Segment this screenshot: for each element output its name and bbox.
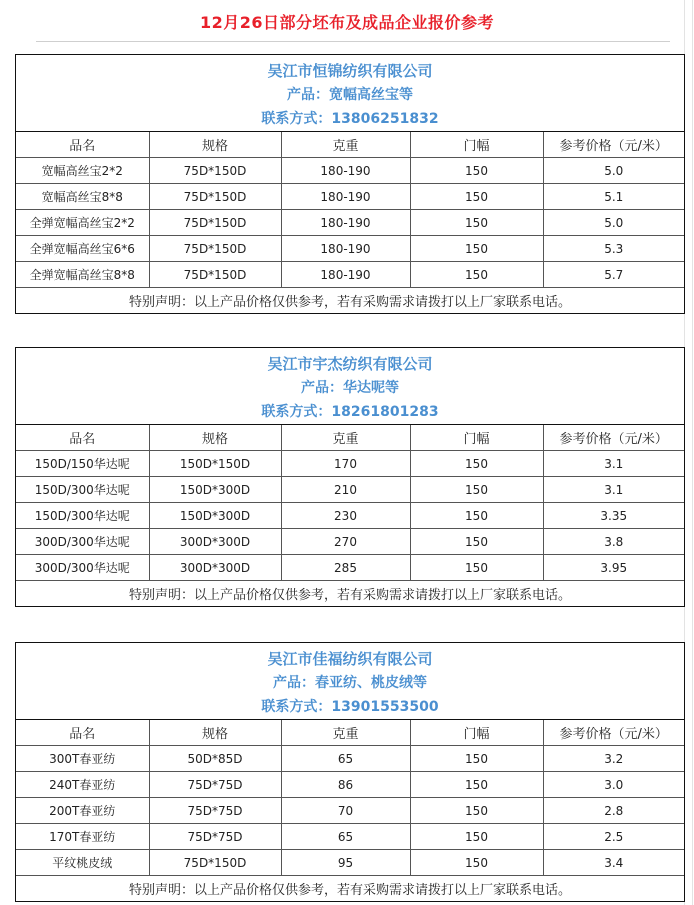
cell-name: 150D/300华达呢 (16, 503, 149, 529)
cell-spec: 50D*85D (149, 746, 281, 772)
cell-width: 150 (410, 772, 543, 798)
cell-name: 170T春亚纺 (16, 824, 149, 850)
cell-weight: 180-190 (281, 262, 410, 288)
company-name: 吴江市佳福纺织有限公司 (267, 650, 433, 668)
cell-weight: 70 (281, 798, 410, 824)
table-row (16, 555, 684, 581)
header-price: 参考价格（元/米） (543, 720, 684, 746)
table-header-row (16, 132, 684, 158)
header-weight: 克重 (281, 132, 410, 158)
cell-width: 150 (410, 503, 543, 529)
cell-price: 5.3 (543, 236, 684, 262)
cell-price: 3.0 (543, 772, 684, 798)
cell-width: 150 (410, 555, 543, 581)
cell-name: 全弹宽幅高丝宝8*8 (16, 262, 149, 288)
cell-spec: 75D*150D (149, 184, 281, 210)
cell-spec: 75D*150D (149, 158, 281, 184)
disclaimer-text: 特别声明：以上产品价格仅供参考，若有采购需求请拨打以上厂家联系电话。 (16, 288, 684, 314)
cell-spec: 75D*75D (149, 798, 281, 824)
cell-spec: 300D*300D (149, 555, 281, 581)
header-weight: 克重 (281, 720, 410, 746)
company-block-jiafu (15, 642, 685, 902)
cell-name: 240T春亚纺 (16, 772, 149, 798)
table-row (16, 477, 684, 503)
company-product: 产品：宽幅高丝宝等 (287, 87, 413, 103)
cell-price: 3.8 (543, 529, 684, 555)
cell-weight: 180-190 (281, 236, 410, 262)
cell-spec: 150D*150D (149, 451, 281, 477)
cell-spec: 75D*150D (149, 236, 281, 262)
cell-width: 150 (410, 158, 543, 184)
cell-spec: 150D*300D (149, 477, 281, 503)
company-header (16, 643, 684, 720)
cell-spec: 150D*300D (149, 503, 281, 529)
cell-name: 300D/300华达呢 (16, 555, 149, 581)
cell-spec: 75D*75D (149, 824, 281, 850)
company-product: 产品：华达呢等 (301, 380, 399, 396)
table-row (16, 210, 684, 236)
price-table (16, 132, 684, 313)
cell-price: 3.2 (543, 746, 684, 772)
price-table (16, 425, 684, 606)
cell-width: 150 (410, 184, 543, 210)
header-spec: 规格 (149, 425, 281, 451)
cell-weight: 86 (281, 772, 410, 798)
table-header-row (16, 720, 684, 746)
cell-name: 300T春亚纺 (16, 746, 149, 772)
cell-weight: 65 (281, 746, 410, 772)
cell-price: 2.8 (543, 798, 684, 824)
cell-price: 3.95 (543, 555, 684, 581)
header-weight: 克重 (281, 425, 410, 451)
cell-price: 5.0 (543, 158, 684, 184)
cell-weight: 65 (281, 824, 410, 850)
cell-price: 2.5 (543, 824, 684, 850)
table-row (16, 746, 684, 772)
cell-width: 150 (410, 236, 543, 262)
table-row (16, 850, 684, 876)
cell-weight: 285 (281, 555, 410, 581)
price-table (16, 720, 684, 901)
company-contact: 联系方式：18261801283 (261, 404, 439, 420)
cell-name: 150D/300华达呢 (16, 477, 149, 503)
table-row (16, 158, 684, 184)
cell-width: 150 (410, 262, 543, 288)
cell-name: 150D/150华达呢 (16, 451, 149, 477)
cell-name: 平纹桃皮绒 (16, 850, 149, 876)
title-divider (36, 41, 670, 42)
cell-price: 5.7 (543, 262, 684, 288)
header-width: 门幅 (410, 425, 543, 451)
company-block-hengjin (15, 54, 685, 314)
header-price: 参考价格（元/米） (543, 425, 684, 451)
cell-name: 宽幅高丝宝8*8 (16, 184, 149, 210)
company-name: 吴江市恒锦纺织有限公司 (267, 62, 433, 80)
cell-spec: 75D*150D (149, 262, 281, 288)
cell-spec: 300D*300D (149, 529, 281, 555)
header-price: 参考价格（元/米） (543, 132, 684, 158)
table-row (16, 451, 684, 477)
cell-weight: 210 (281, 477, 410, 503)
header-spec: 规格 (149, 720, 281, 746)
table-row (16, 236, 684, 262)
disclaimer-text: 特别声明：以上产品价格仅供参考，若有采购需求请拨打以上厂家联系电话。 (16, 876, 684, 902)
scrollbar-edge-outer (692, 0, 693, 905)
cell-width: 150 (410, 850, 543, 876)
table-row (16, 184, 684, 210)
header-width: 门幅 (410, 720, 543, 746)
cell-weight: 270 (281, 529, 410, 555)
table-row (16, 503, 684, 529)
cell-name: 宽幅高丝宝2*2 (16, 158, 149, 184)
company-contact: 联系方式：13806251832 (261, 111, 439, 127)
disclaimer-row (16, 288, 684, 314)
cell-width: 150 (410, 210, 543, 236)
cell-width: 150 (410, 451, 543, 477)
cell-weight: 170 (281, 451, 410, 477)
disclaimer-text: 特别声明：以上产品价格仅供参考，若有采购需求请拨打以上厂家联系电话。 (16, 581, 684, 607)
cell-weight: 180-190 (281, 184, 410, 210)
header-width: 门幅 (410, 132, 543, 158)
page-title: 12月26日部分坯布及成品企业报价参考 (199, 13, 495, 32)
table-row (16, 262, 684, 288)
cell-price: 5.0 (543, 210, 684, 236)
header-name: 品名 (16, 425, 149, 451)
cell-spec: 75D*150D (149, 850, 281, 876)
header-spec: 规格 (149, 132, 281, 158)
disclaimer-row (16, 876, 684, 902)
cell-width: 150 (410, 746, 543, 772)
table-header-row (16, 425, 684, 451)
cell-name: 全弹宽幅高丝宝2*2 (16, 210, 149, 236)
cell-price: 3.1 (543, 451, 684, 477)
company-header (16, 55, 684, 132)
company-product: 产品：春亚纺、桃皮绒等 (273, 675, 427, 691)
cell-price: 3.1 (543, 477, 684, 503)
table-row (16, 529, 684, 555)
disclaimer-row (16, 581, 684, 607)
cell-width: 150 (410, 824, 543, 850)
cell-width: 150 (410, 529, 543, 555)
table-row (16, 772, 684, 798)
cell-name: 300D/300华达呢 (16, 529, 149, 555)
cell-width: 150 (410, 798, 543, 824)
table-row (16, 798, 684, 824)
cell-weight: 230 (281, 503, 410, 529)
cell-spec: 75D*150D (149, 210, 281, 236)
cell-width: 150 (410, 477, 543, 503)
company-name: 吴江市宇杰纺织有限公司 (267, 355, 433, 373)
cell-price: 5.1 (543, 184, 684, 210)
company-header (16, 348, 684, 425)
cell-weight: 180-190 (281, 210, 410, 236)
cell-price: 3.35 (543, 503, 684, 529)
cell-weight: 180-190 (281, 158, 410, 184)
company-block-yujie (15, 347, 685, 607)
cell-price: 3.4 (543, 850, 684, 876)
header-name: 品名 (16, 720, 149, 746)
cell-spec: 75D*75D (149, 772, 281, 798)
cell-name: 全弹宽幅高丝宝6*6 (16, 236, 149, 262)
cell-weight: 95 (281, 850, 410, 876)
company-contact: 联系方式：13901553500 (261, 699, 439, 715)
table-row (16, 824, 684, 850)
cell-name: 200T春亚纺 (16, 798, 149, 824)
header-name: 品名 (16, 132, 149, 158)
